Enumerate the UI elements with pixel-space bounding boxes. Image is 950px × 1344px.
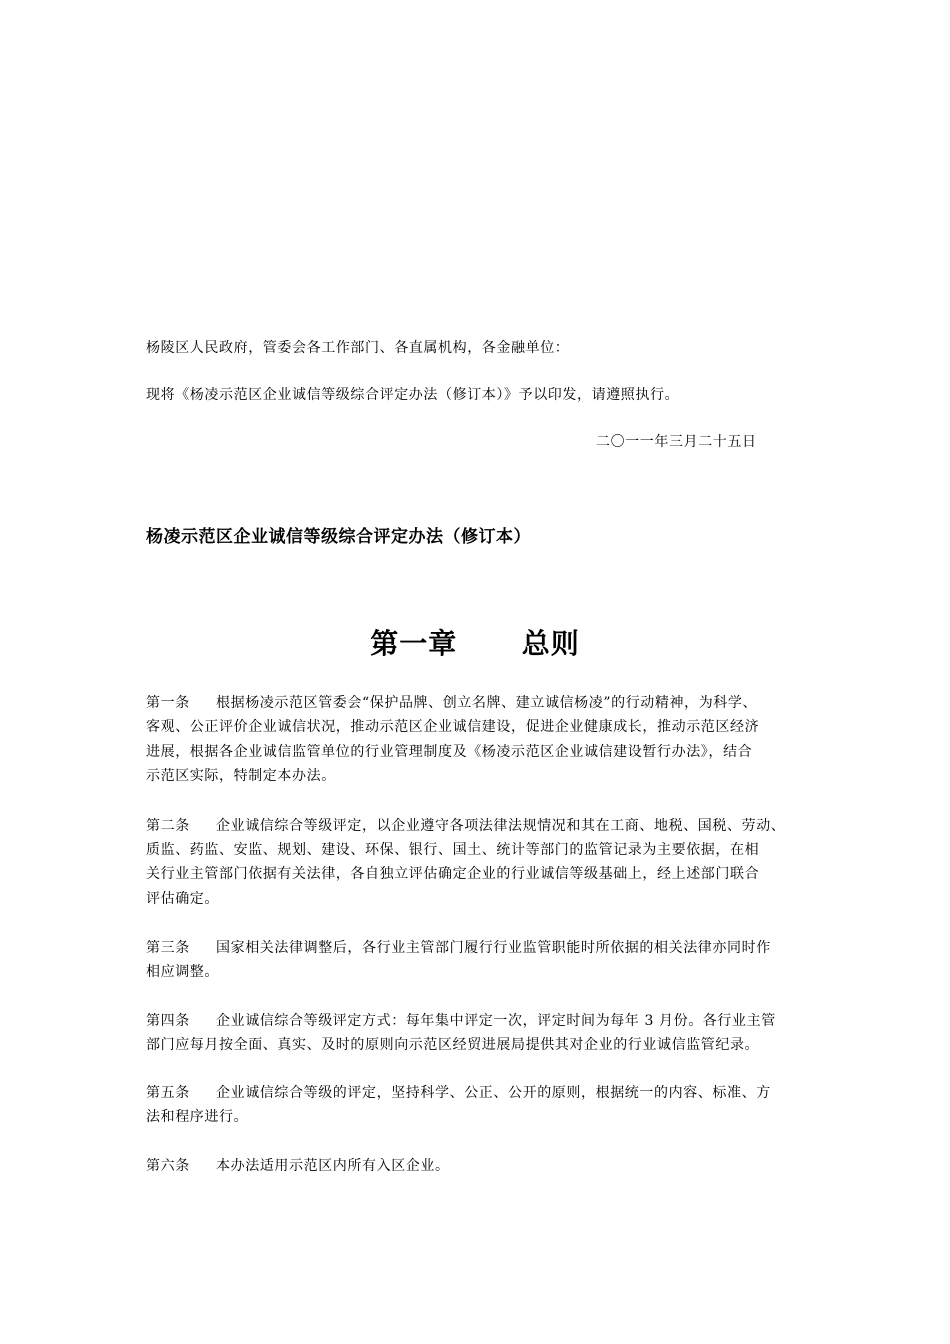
- chapter-heading: 第一章 总则: [370, 627, 580, 660]
- article-label: 第三条: [146, 940, 190, 956]
- article-line: [146, 1013, 776, 1029]
- article-line: 质监、药监、安监、规划、建设、环保、银行、国土、统计等部门的监管记录为主要依据，在相: [146, 842, 760, 858]
- article-text: 本办法适用示范区内所有入区企业。: [216, 1158, 450, 1174]
- article-line: 客观、公正评价企业诚信状况，推动示范区企业诚信建设，促进企业健康成长，推动示范区经济: [146, 719, 760, 735]
- article-line: 相应调整。: [146, 964, 219, 980]
- article-line: [146, 940, 771, 956]
- article-text: 企业诚信综合等级评定，以企业遵守各项法律法规情况和其在工商、地税、国税、劳动、: [216, 818, 786, 834]
- article-line: 评估确定。: [146, 891, 219, 907]
- article-line: 进展，根据各企业诚信监管单位的行业管理制度及《杨凌示范区企业诚信建设暂行办法》，结合: [146, 744, 753, 760]
- notice-recipients: 杨陵区人民政府，管委会各工作部门、各直属机构，各金融单位：: [146, 340, 570, 356]
- article-label: 第二条: [146, 818, 190, 834]
- article-line: [146, 1085, 771, 1101]
- article-line: [146, 695, 757, 711]
- article-text: 国家相关法律调整后，各行业主管部门履行行业监管职能时所依据的相关法律亦同时作: [216, 940, 771, 956]
- article-text: 根据杨凌示范区管委会“保护品牌、创立名牌、建立诚信杨凌”的行动精神，为科学、: [216, 695, 758, 711]
- article-line: 部门应每月按全面、真实、及时的原则向示范区经贸进展局提供其对企业的行业诚信监管纪录。: [146, 1037, 760, 1053]
- article-text: 企业诚信综合等级的评定，坚持科学、公正、公开的原则，根据统一的内容、标准、方: [216, 1085, 771, 1101]
- article-line: 法和程序进行。: [146, 1109, 249, 1125]
- article-label: 第五条: [146, 1085, 190, 1101]
- article-line: [146, 1158, 450, 1174]
- article-line: [146, 818, 785, 834]
- article-label: 第四条: [146, 1013, 190, 1029]
- notice-date: 二〇一一年三月二十五日: [596, 434, 757, 450]
- notice-body: 现将《杨凌示范区企业诚信等级综合评定办法（修订本）》予以印发，请遵照执行。: [146, 387, 680, 403]
- article-line: 示范区实际，特制定本办法。: [146, 768, 336, 784]
- article-label: 第一条: [146, 695, 190, 711]
- document-title: 杨凌示范区企业诚信等级综合评定办法（修订本）: [146, 527, 531, 547]
- article-text: 企业诚信综合等级评定方式：每年集中评定一次，评定时间为每年 3 月份。各行业主管: [216, 1013, 776, 1029]
- article-label: 第六条: [146, 1158, 190, 1174]
- article-line: 关行业主管部门依据有关法律，各自独立评估确定企业的行业诚信等级基础上，经上述部门联合: [146, 866, 760, 882]
